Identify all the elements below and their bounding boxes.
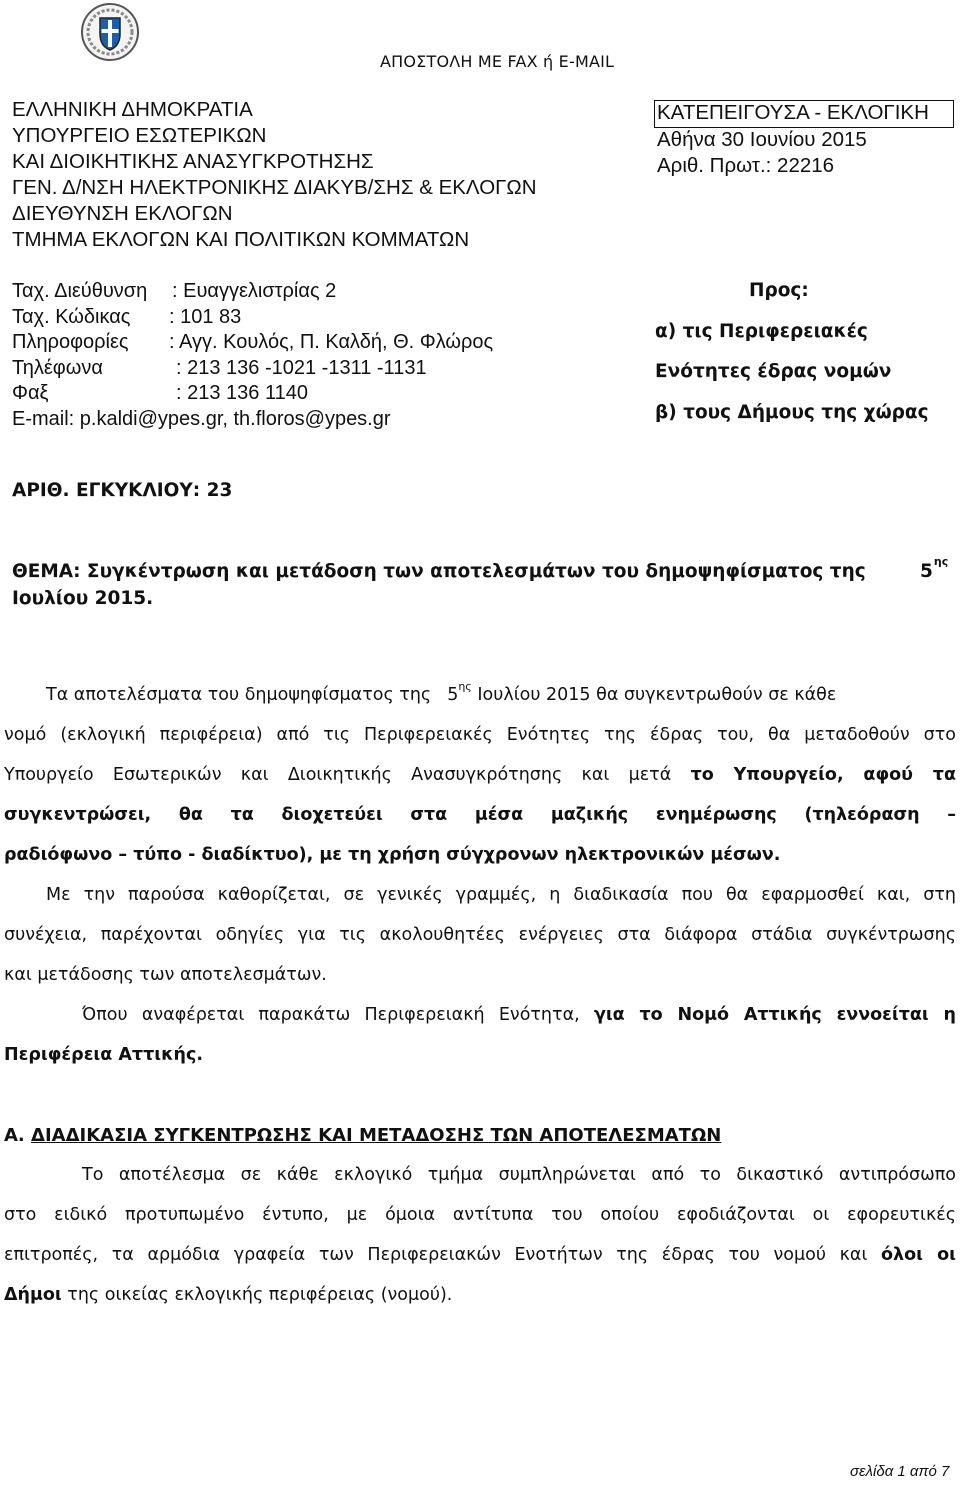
- body-line: συγκεντρώσει, θα τα διοχετεύει στα μέσα μαζικής ενημέρωσης (τηλεόραση –: [4, 805, 956, 825]
- issuer-line: ΚΑΙ ΔΙΟΙΚΗΤΙΚΗΣ ΑΝΑΣΥΓΚΡΟΤΗΣΗΣ: [12, 150, 374, 173]
- bold-span: το Υπουργείο, αφού τα: [690, 765, 956, 785]
- email-line: E-mail: p.kaldi@ypes.gr, th.floros@ypes.gr: [12, 407, 391, 430]
- body-line: [4, 765, 956, 785]
- body-line: Το αποτέλεσμα σε κάθε εκλογικό τμήμα συμπληρώνεται από το δικαστικό αντιπρόσωπο: [82, 1165, 956, 1185]
- day-suffix: ης: [458, 680, 472, 693]
- phones-value: : 213 136 -1021 -1311 -1131: [176, 356, 427, 379]
- day-number: 5: [447, 685, 459, 705]
- text-span: Ιουλίου 2015 θα συγκεντρωθούν σε κάθε: [477, 685, 837, 705]
- info-value: : Αγγ. Κουλός, Π. Καλδή, Θ. Φλώρος: [169, 331, 494, 353]
- transmission-note: ΑΠΟΣΤΟΛΗ ΜΕ FAX ή E-MAIL: [380, 52, 615, 71]
- body-line: [4, 1285, 956, 1305]
- text-span: Όπου αναφέρεται παρακάτω Περιφερειακή Ενότητα,: [82, 1005, 580, 1025]
- issuer-line: ΓΕΝ. Δ/ΝΣΗ ΗΛΕΚΤΡΟΝΙΚΗΣ ΔΙΑΚΥΒ/ΣΗΣ & ΕΚΛΟΓΩΝ: [12, 176, 537, 199]
- issuer-line: ΤΜΗΜΑ ΕΚΛΟΓΩΝ ΚΑΙ ΠΟΛΙΤΙΚΩΝ ΚΟΜΜΑΤΩΝ: [12, 228, 470, 251]
- subject-day-number: 5: [920, 561, 933, 582]
- body-line: [4, 1245, 956, 1265]
- body-line: [46, 680, 956, 705]
- protocol-number: Αριθ. Πρωτ.: 22216: [657, 154, 835, 177]
- recipients-heading: Προς:: [749, 280, 809, 301]
- issuer-line: ΕΛΛΗΝΙΚΗ ΔΗΜΟΚΡΑΤΙΑ: [12, 98, 253, 121]
- section-prefix: Α.: [4, 1125, 32, 1146]
- address-label: Ταχ. Διεύθυνση: [12, 280, 148, 302]
- coat-of-arms-emblem: [80, 2, 140, 62]
- body-line: και μετάδοσης των αποτελεσμάτων.: [4, 965, 327, 985]
- subject-day-suffix: ης: [933, 555, 949, 568]
- address-value: : Ευαγγελιστρίας 2: [172, 280, 337, 302]
- bold-span: για το Νομό Αττικής εννοείται η: [593, 1005, 956, 1025]
- circular-number: ΑΡΙΘ. ΕΓΚΥΚΛΙΟΥ: 23: [12, 480, 233, 501]
- body-line: Με την παρούσα καθορίζεται, σε γενικές γραμμές, η διαδικασία που θα εφαρμοσθεί και, στη: [46, 885, 956, 905]
- body-line: στο ειδικό προτυπωμένο έντυπο, με όμοια αντίτυπα του οποίου εφοδιάζονται οι εφορευτικές: [4, 1205, 956, 1225]
- body-line: [82, 1005, 956, 1025]
- fax-value: : 213 136 1140: [176, 382, 308, 404]
- text-span: επιτροπές, τα αρμόδια γραφεία των Περιφερειακών Ενοτήτων της έδρας του νομού και: [4, 1245, 868, 1265]
- recipient-line: α) τις Περιφερειακές: [655, 321, 868, 342]
- text-span: της οικείας εκλογικής περιφέρειας (νομού).: [61, 1285, 453, 1305]
- issuer-block: [12, 97, 537, 253]
- recipient-line: Ενότητες έδρας νομών: [655, 361, 892, 382]
- body-line: νομό (εκλογική περιφέρεια) από τις Περιφερειακές Ενότητες της έδρας του, θα μεταδοθούν στο: [4, 725, 956, 745]
- body-line: Περιφέρεια Αττικής.: [4, 1045, 203, 1065]
- postcode-value: : 101 83: [169, 305, 242, 328]
- section-title: ΔΙΑΔΙΚΑΣΙΑ ΣΥΓΚΕΝΤΡΩΣΗΣ ΚΑΙ ΜΕΤΑΔΟΣΗΣ ΤΩΝ ΑΠΟΤΕΛΕΣΜΑΤΩΝ: [31, 1125, 722, 1146]
- document-date: Αθήνα 30 Ιουνίου 2015: [657, 128, 867, 151]
- issuer-line: ΔΙΕΥΘΥΝΣΗ ΕΚΛΟΓΩΝ: [12, 202, 233, 225]
- subject-day: [920, 555, 949, 582]
- postcode-label: Ταχ. Κώδικας: [12, 305, 131, 328]
- issuer-line: ΥΠΟΥΡΓΕΙΟ ΕΣΩΤΕΡΙΚΩΝ: [12, 124, 267, 147]
- text-span: Τα αποτελέσματα του δημοψηφίσματος της: [46, 685, 432, 705]
- bold-span: όλοι οι: [881, 1245, 956, 1265]
- phones-label: Τηλέφωνα: [12, 356, 103, 379]
- subject-line-continued: Ιουλίου 2015.: [12, 588, 154, 609]
- subject-line: ΘΕΜΑ: Συγκέντρωση και μετάδοση των αποτελεσμάτων του δημοψηφίσματος της: [12, 561, 866, 582]
- urgency-label: ΚΑΤΕΠΕΙΓΟΥΣΑ - ΕΚΛΟΓΙΚΗ: [657, 101, 929, 124]
- info-label: Πληροφορίες: [12, 331, 129, 353]
- fax-label: Φαξ: [12, 382, 49, 404]
- page-number: σελίδα 1 από 7: [850, 1463, 950, 1480]
- text-span: Υπουργείο Εσωτερικών και Διοικητικής Ανασυγκρότησης και μετά: [4, 765, 672, 785]
- section-heading: [4, 1125, 721, 1146]
- body-line: ραδιόφωνο – τύπο - διαδίκτυο), με τη χρήση σύγχρονων ηλεκτρονικών μέσων.: [4, 845, 781, 865]
- bold-span: Δήμοι: [4, 1285, 62, 1305]
- body-line: συνέχεια, παρέχονται οδηγίες για τις ακολουθητέες ενέργειες στα διάφορα στάδια συγκέντρωσης: [4, 925, 956, 945]
- recipient-line: β) τους Δήμους της χώρας: [655, 402, 929, 423]
